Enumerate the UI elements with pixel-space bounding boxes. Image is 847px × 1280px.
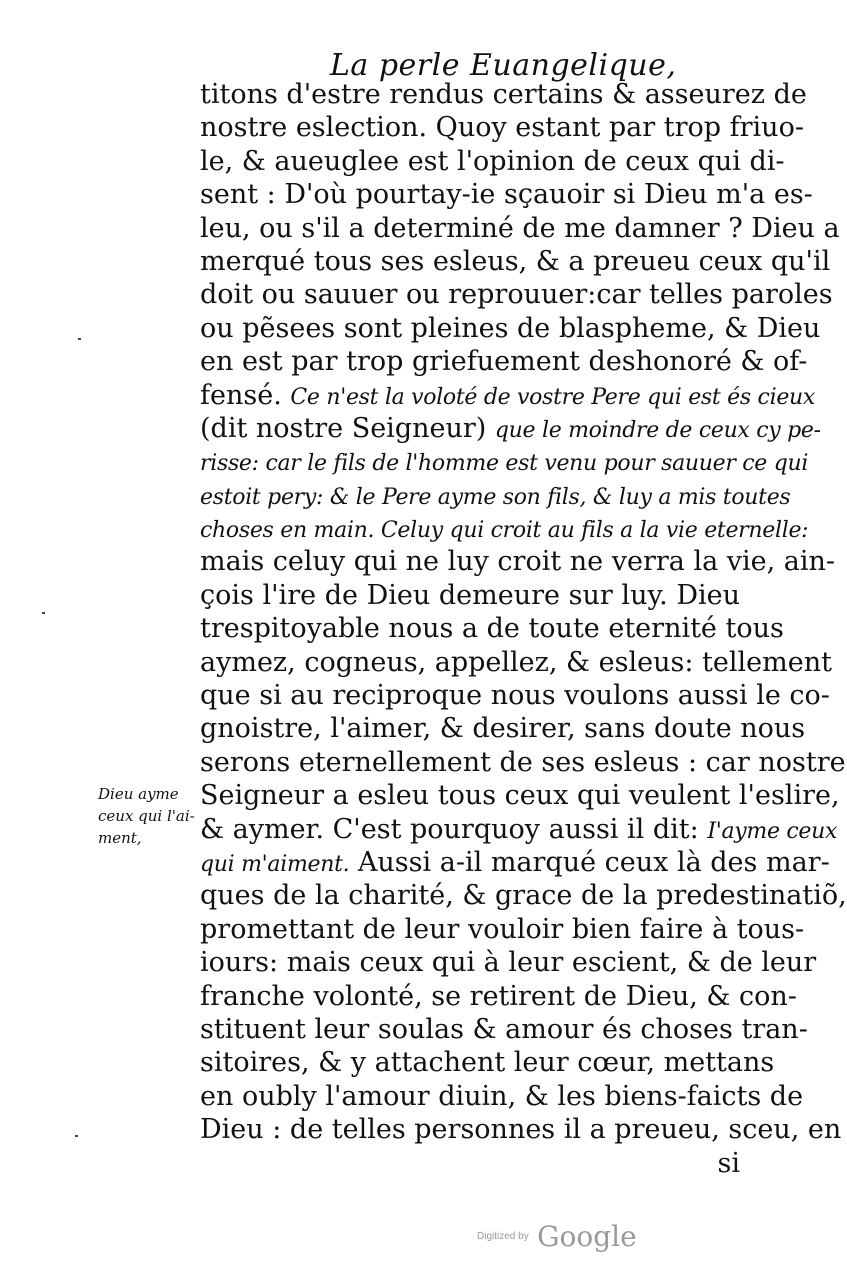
text-line — [200, 646, 832, 679]
text-line — [200, 512, 809, 545]
roman-text: leu, ou s'il a determiné de me damner ? Dieu a — [200, 212, 840, 244]
text-line — [200, 345, 808, 378]
text-line — [200, 946, 817, 979]
roman-text: ou pẽsees sont pleines de blaspheme, & Dieu — [200, 312, 821, 344]
text-line — [200, 712, 806, 745]
text-line — [200, 1080, 804, 1113]
italic-scripture-text: Ce n'est la voloté de vostre Pere qui est és cieux — [290, 384, 816, 410]
text-line — [200, 78, 807, 111]
text-line — [200, 445, 809, 478]
text-line — [200, 846, 830, 879]
roman-text: mais celuy qui ne luy croit ne verra la vie, ain- — [200, 546, 836, 578]
text-line — [200, 679, 830, 712]
margin-note-line: ceux qui l'ai- — [98, 807, 195, 825]
text-line — [200, 779, 840, 812]
roman-text: ques de la charité, & grace de la predestinatiõ, — [200, 880, 847, 912]
text-line — [200, 879, 847, 912]
text-line — [200, 980, 797, 1013]
text-line — [200, 312, 821, 345]
text-line — [200, 1013, 808, 1046]
roman-text: merqué tous ses esleus, & a preueu ceux qu'il — [200, 245, 831, 277]
watermark-small-text: Digitized by — [477, 1231, 529, 1242]
text-line — [200, 412, 821, 445]
roman-text: sent : D'où pourtay-ie sçauoir si Dieu m'a es- — [200, 179, 813, 211]
roman-text: (dit nostre Seigneur) — [200, 412, 487, 444]
text-line — [200, 913, 805, 946]
text-line — [200, 278, 833, 311]
roman-text: trespitoyable nous a de toute eternité tous — [200, 613, 784, 645]
margin-note-line: Dieu ayme — [98, 785, 179, 803]
text-line — [200, 545, 836, 578]
roman-text: promettant de leur vouloir bien faire à tous- — [200, 913, 805, 945]
text-line — [200, 245, 831, 278]
roman-text: çois l'ire de Dieu demeure sur luy. Dieu — [200, 579, 740, 611]
digitized-by-google-watermark — [477, 1220, 637, 1253]
roman-text: sitoires, & y attachent leur cœur, mettans — [200, 1047, 775, 1079]
ink-speck — [78, 338, 81, 340]
roman-text: fensé. — [200, 379, 282, 411]
text-line — [200, 212, 840, 245]
roman-text: en est par trop griefuement deshonoré & of- — [200, 346, 808, 378]
roman-text: serons eternellement de ses esleus : car nostre — [200, 746, 846, 778]
roman-text: iours: mais ceux qui à leur escient, & de leur — [200, 947, 817, 979]
roman-text: Aussi a-il marqué ceux là des mar- — [357, 846, 830, 878]
italic-scripture-text: risse: car le fils de l'homme est venu pour sauuer ce qui — [200, 451, 809, 477]
margin-note — [98, 783, 213, 849]
ink-speck — [42, 612, 45, 614]
roman-text: le, & aueuglee est l'opinion de ceux qui di- — [200, 145, 785, 177]
text-line — [200, 813, 838, 846]
body-text — [200, 78, 847, 1180]
text-line — [200, 111, 804, 144]
text-line — [200, 746, 846, 779]
roman-text: doit ou sauuer ou reprouuer:car telles paroles — [200, 279, 833, 311]
roman-text: nostre eslection. Quoy estant par trop friuo- — [200, 112, 804, 144]
roman-text: aymez, cogneus, appellez, & esleus: tellement — [200, 646, 832, 678]
roman-text: gnoistre, l'aimer, & desirer, sans doute nous — [200, 713, 806, 745]
text-line — [200, 612, 784, 645]
catchword: si — [717, 1147, 740, 1179]
text-line — [200, 479, 791, 512]
italic-scripture-text: que le moindre de ceux cy pe- — [494, 417, 821, 443]
roman-text: en oubly l'amour diuin, & les biens-faicts de — [200, 1080, 804, 1112]
running-head: La perle Euangelique, — [330, 48, 677, 83]
text-line — [200, 1113, 842, 1146]
italic-scripture-text: choses en main. Celuy qui croit au fils a la vie eternelle: — [200, 518, 809, 544]
ink-speck — [75, 1135, 78, 1137]
roman-text: que si au reciproque nous voulons aussi le co- — [200, 680, 830, 712]
italic-scripture-text: estoit pery: & le Pere ayme son fils, & luy a mis toutes — [200, 484, 791, 510]
roman-text: Dieu : de telles personnes il a preueu, sceu, en — [200, 1114, 842, 1146]
italic-scripture-text: qui m'aiment. — [200, 851, 350, 877]
text-line — [200, 579, 740, 612]
roman-text: & aymer. C'est pourquoy aussi il dit: — [200, 813, 699, 845]
roman-text: Seigneur a esleu tous ceux qui veulent l'eslire, — [200, 780, 840, 812]
text-line — [200, 178, 813, 211]
roman-text: stituent leur soulas & amour és choses tran- — [200, 1013, 808, 1045]
text-line — [200, 1046, 775, 1079]
margin-note-line: ment, — [98, 829, 142, 847]
roman-text: franche volonté, se retirent de Dieu, & con- — [200, 980, 797, 1012]
italic-scripture-text: I'ayme ceux — [707, 818, 838, 844]
roman-text: titons d'estre rendus certains & asseurez de — [200, 79, 807, 110]
text-line — [200, 145, 785, 178]
text-line — [200, 379, 816, 412]
google-logo: Google — [537, 1220, 637, 1253]
